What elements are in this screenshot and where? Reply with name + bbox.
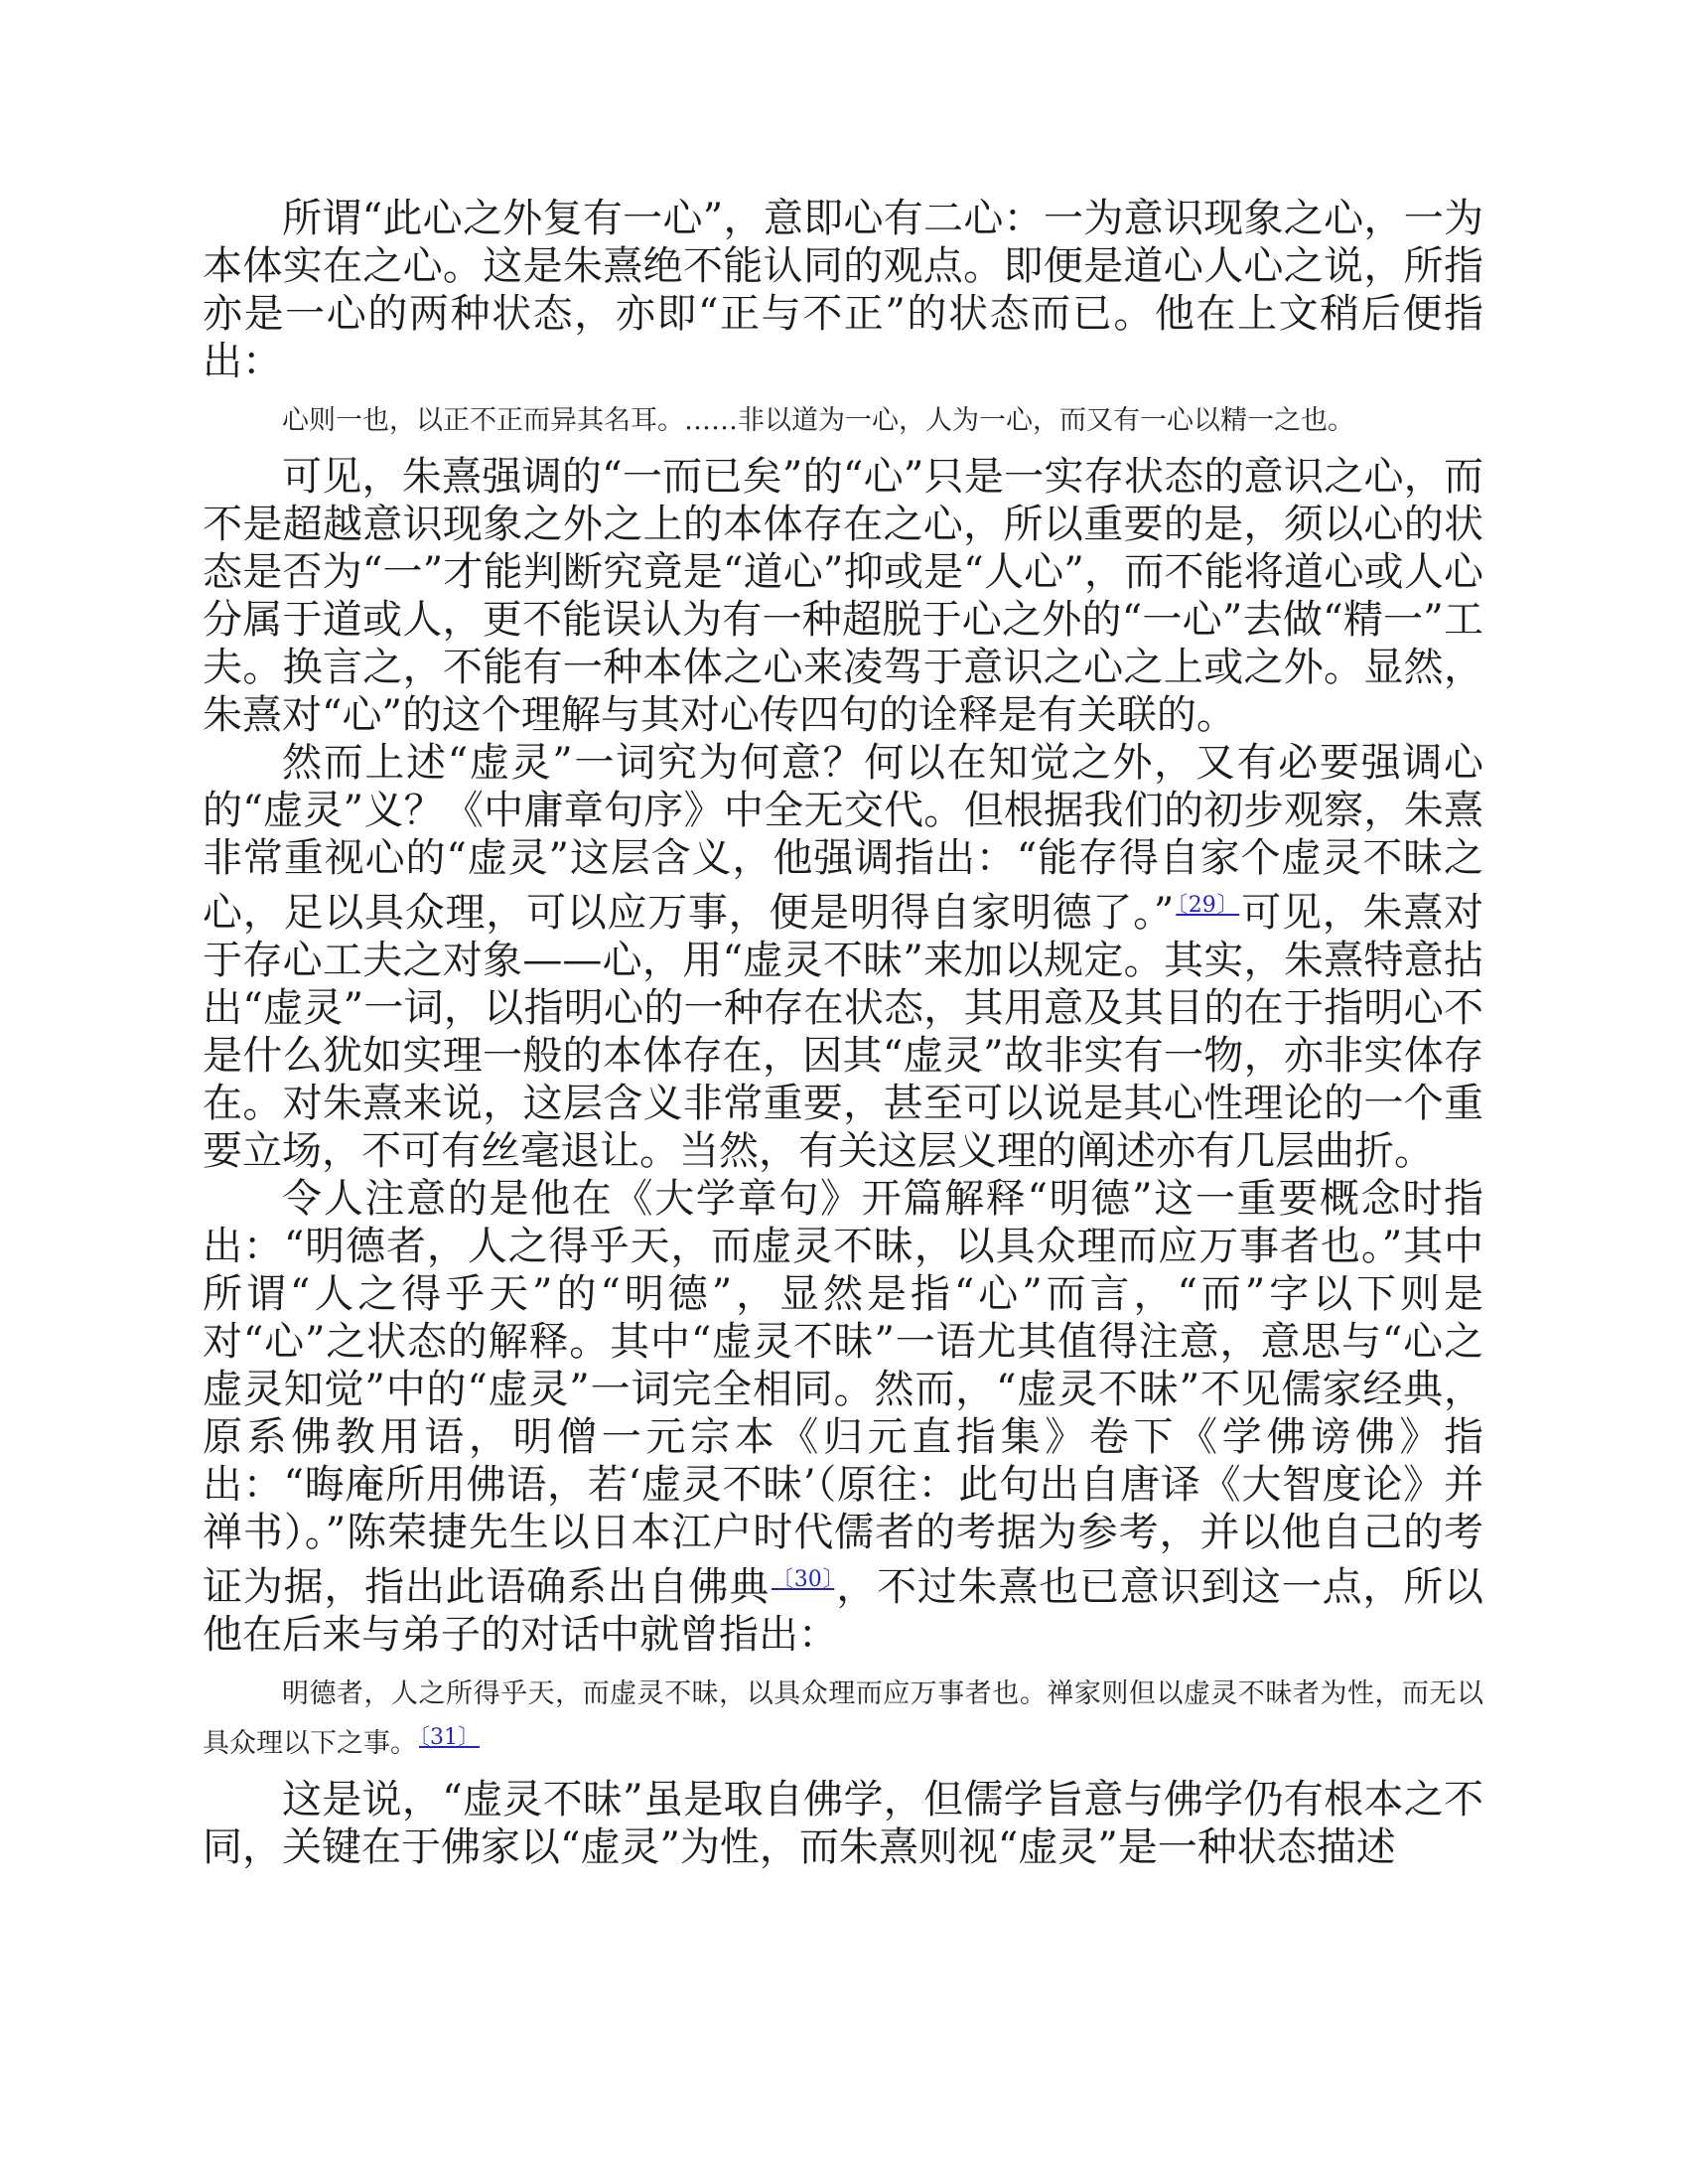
paragraph-4: [203, 1175, 1483, 1659]
paragraph-5-text: 这是说，“虚灵不昧”虽是取自佛学，但儒学旨意与佛学仍有根本之不同，关键在于佛家以“虚灵”为性，而朱熹则视“虚灵”是一种状态描述: [203, 1777, 1483, 1870]
paragraph-2-text: 可见，朱熹强调的“一而已矣”的“心”只是一实存状态的意识之心，而不是超越意识现象之外之上的本体存在之心，所以重要的是，须以心的状态是否为“一”才能判断究竟是“道心”抑或是“人心”，而不能将道心或人心分属于道或人，更不能误认为有一种超脱于心之外的“一心”去做“精一”工夫。换言之，不能有一种本体之心来凌驾于意识之心之上或之外。显然，朱熹对“心”的这个理解与其对心传四句的诠释是有关联的。: [203, 454, 1483, 738]
block-quote-2-text: 明德者，人之所得乎天，而虚灵不昧，以具众理而应万事者也。禅家则但以虚灵不昧者为性，而无以具众理以下之事。: [203, 1678, 1483, 1759]
block-quote-1: [203, 399, 1483, 443]
footnote-link-31[interactable]: 〔31〕: [419, 1725, 480, 1750]
paragraph-5: [203, 1776, 1483, 1871]
paragraph-4-text-a: 令人注意的是他在《大学章句》开篇解释“明德”这一重要概念时指出：“明德者，人之得乎天，而虚灵不昧，以具众理而应万事者也。”其中所谓“人之得乎天”的“明德”，显然是指“心”而言，“而”字以下则是对“心”之状态的解释。其中“虚灵不昧”一语尤其值得注意，意思与“心之虚灵知觉”中的“虚灵”一词完全相同。然而，“虚灵不昧”不见儒家经典，原系佛教用语，明僧一元宗本《归元直指集》卷下《学佛谤佛》指出：“晦庵所用佛语，若‘虚灵不昧’（原往：此句出自唐译《大智度论》并禅书）。”陈荣捷先生以日本江户时代儒者的考据为参考，并以他自己的考证为据，指出此语确系出自佛典: [203, 1176, 1483, 1610]
block-quote-1-text: 心则一也，以正不正而异其名耳。……非以道为一心，人为一心，而又有一心以精一之也。: [282, 405, 1354, 436]
paragraph-3-text-a: 然而上述“虚灵”一词究为何意？何以在知觉之外，又有必要强调心的“虚灵”义？《中庸章句序》中全无交代。但根据我们的初步观察，朱熹非常重视心的“虚灵”这层含义，他强调指出：“能存得自家个虚灵不昧之心，足以具众理，可以应万事，便是明得自家明德了。”: [203, 740, 1483, 936]
paragraph-1: [203, 195, 1483, 385]
footnote-link-30[interactable]: 〔30〕: [771, 1567, 835, 1592]
footnote-link-29[interactable]: 〔29〕: [1176, 893, 1240, 918]
paragraph-3-text-b: 可见，朱熹对于存心工夫之对象——心，用“虚灵不昧”来加以规定。其实，朱熹特意拈出“虚灵”一词，以指明心的一种存在状态，其用意及其目的在于指明心不是什么犹如实理一般的本体存在，因其“虚灵”故非实有一物，亦非实体存在。对朱熹来说，这层含义非常重要，甚至可以说是其心性理论的一个重要立场，不可有丝毫退让。当然，有关这层义理的阐述亦有几层曲折。: [203, 890, 1484, 1174]
paragraph-1-text: 所谓“此心之外复有一心”，意即心有二心：一为意识现象之心，一为本体实在之心。这是朱熹绝不能认同的观点。即便是道心人心之说，所指亦是一心的两种状态，亦即“正与不正”的状态而已。他在上文稍后便指出：: [203, 196, 1483, 384]
paragraph-3: [203, 739, 1483, 1175]
block-quote-2: [203, 1673, 1483, 1766]
paragraph-4-text-b: ，不过朱熹也已意识到这一点，所以他在后来与弟子的对话中就曾指出：: [203, 1564, 1483, 1658]
paragraph-2: [203, 453, 1483, 739]
document-page: [203, 195, 1483, 1871]
